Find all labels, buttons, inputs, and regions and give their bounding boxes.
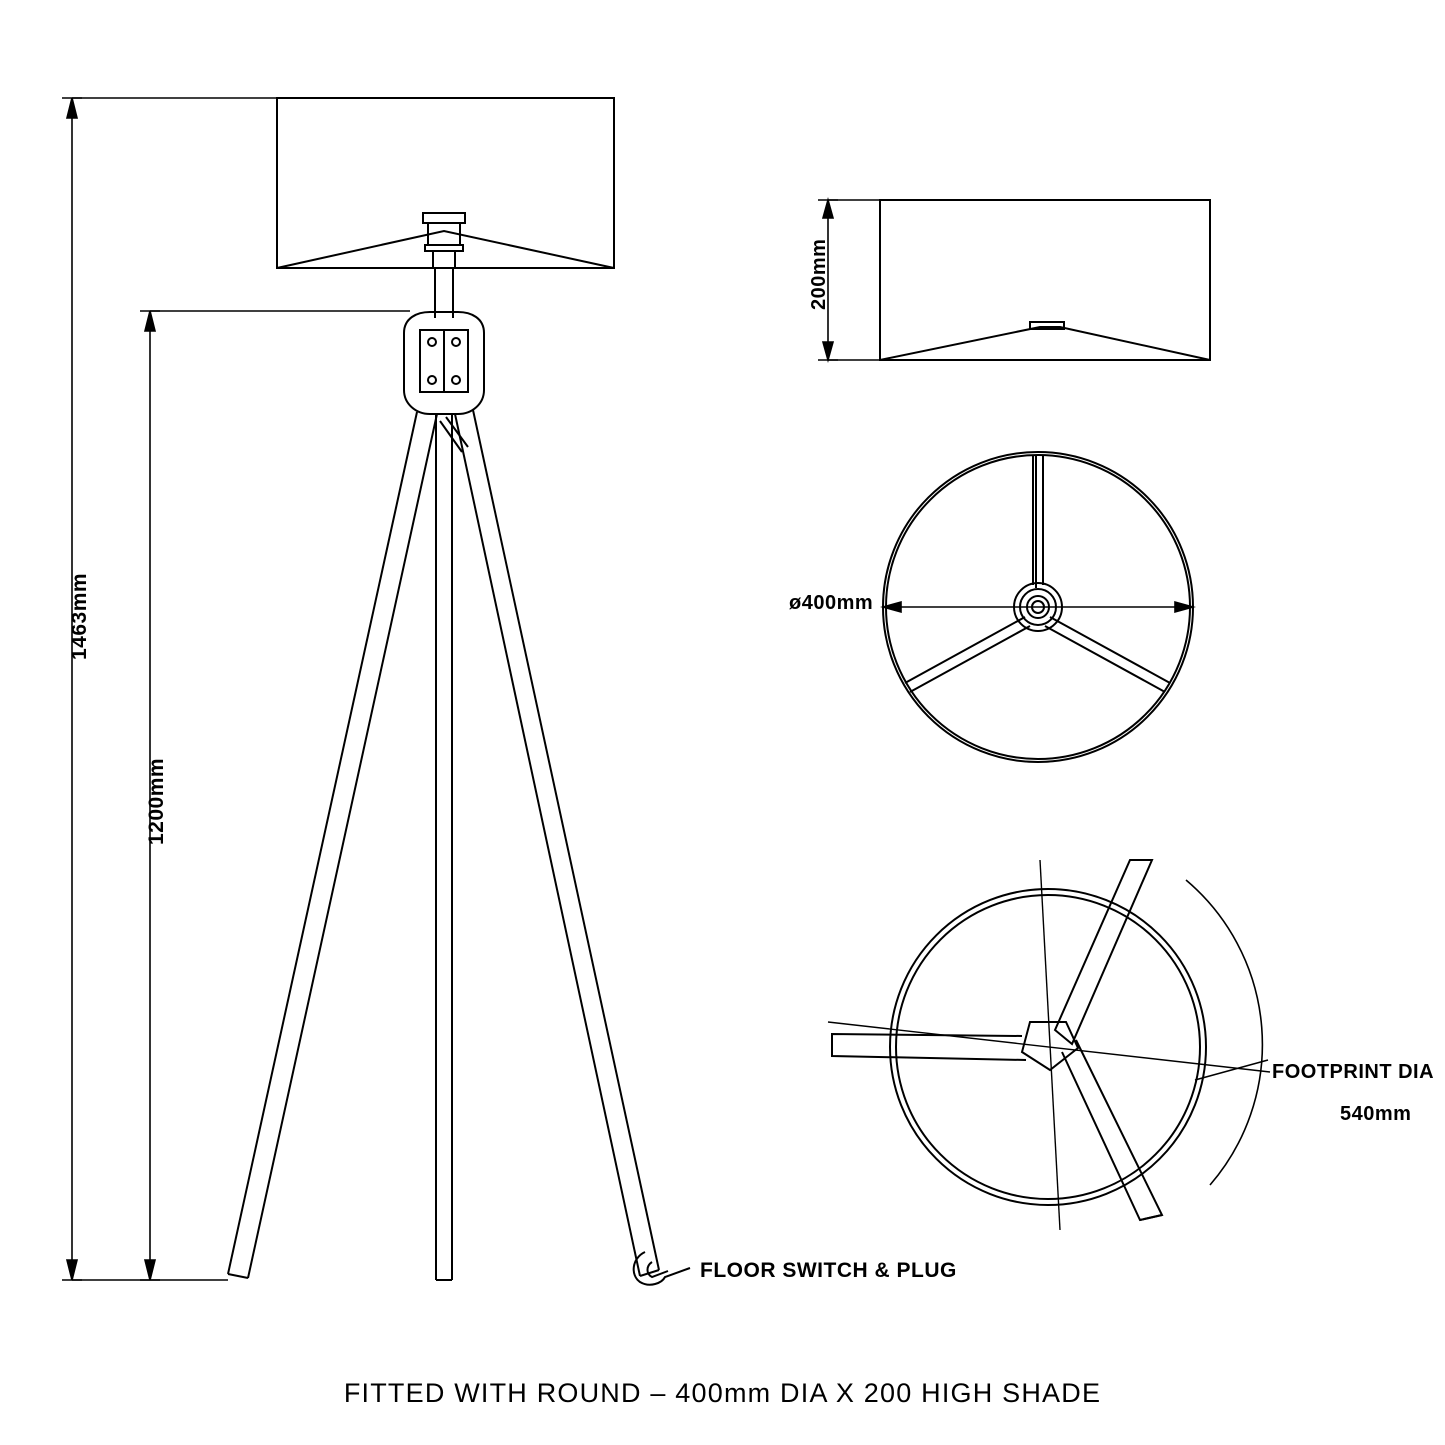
- dimension-label-shade-diameter: ø400mm: [789, 592, 874, 614]
- lamp-shade-front: [277, 98, 614, 268]
- front-elevation-view: [62, 98, 690, 1285]
- drawing-title: FITTED WITH ROUND – 400mm DIA X 200 HIGH SHADE: [343, 1378, 1102, 1408]
- base-plan-view: [828, 860, 1270, 1230]
- shade-side-elevation: [818, 200, 1210, 360]
- dimension-label-footprint-value: 540mm: [1340, 1103, 1412, 1125]
- dimension-label-footprint-title: FOOTPRINT DIA: [1272, 1061, 1435, 1083]
- dimension-1463: [62, 98, 277, 1280]
- dimension-label-overall-height: 1463mm: [68, 572, 91, 660]
- lamp-stem: [435, 268, 453, 318]
- tripod-right-leg: [455, 410, 659, 1276]
- floor-switch-cord: [634, 1252, 690, 1285]
- lamp-holder: [423, 213, 465, 268]
- dimension-label-shade-height: 200mm: [808, 238, 830, 310]
- shade-plan-view: [883, 452, 1193, 762]
- dimension-diameter-400: [883, 602, 1193, 612]
- dimension-label-leg-height: 1200mm: [145, 757, 168, 845]
- tripod-centre-leg: [436, 414, 452, 1280]
- tripod-left-leg: [228, 412, 437, 1278]
- annotation-floor-switch: FLOOR SWITCH & PLUG: [700, 1259, 957, 1282]
- dimension-1200: [140, 311, 410, 1280]
- tripod-head: [404, 312, 484, 414]
- leg-hinge-detail: [440, 417, 468, 452]
